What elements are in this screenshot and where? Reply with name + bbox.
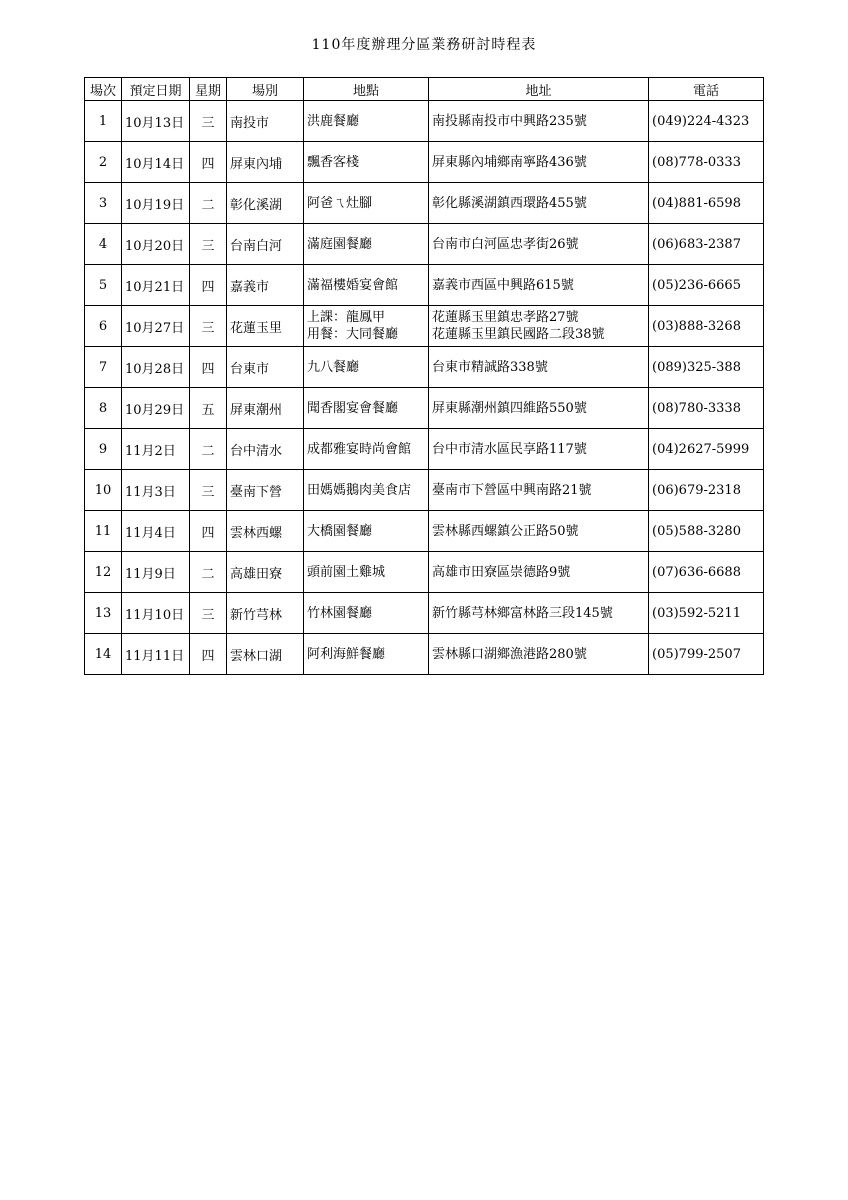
table-row [85, 142, 764, 183]
cell-address-line: 嘉義市西區中興路615號 [432, 277, 574, 293]
cell-weekday: 三 [190, 101, 227, 142]
cell-weekday: 三 [190, 470, 227, 511]
cell-address-line: 雲林縣口湖鄉漁港路280號 [432, 646, 587, 662]
cell-phone: (03)592-5211 [649, 593, 764, 634]
cell-phone: (04)2627-5999 [649, 429, 764, 470]
cell-address-line: 屏東縣潮州鎮四維路550號 [432, 400, 587, 416]
cell-weekday: 五 [190, 388, 227, 429]
cell-venue: 台南白河 [227, 224, 304, 265]
cell-venue: 臺南下營 [227, 470, 304, 511]
header-row [85, 78, 764, 101]
table-row [85, 634, 764, 675]
cell-address [429, 265, 649, 306]
cell-date: 10月28日 [122, 347, 190, 388]
cell-session-number: 4 [85, 224, 122, 265]
table-row [85, 470, 764, 511]
cell-venue: 彰化溪湖 [227, 183, 304, 224]
cell-place [304, 224, 429, 265]
cell-session-number: 2 [85, 142, 122, 183]
cell-date: 11月9日 [122, 552, 190, 593]
cell-weekday: 四 [190, 142, 227, 183]
table-row [85, 347, 764, 388]
cell-phone: (089)325-388 [649, 347, 764, 388]
cell-phone: (05)799-2507 [649, 634, 764, 675]
cell-date: 10月20日 [122, 224, 190, 265]
cell-place-line: 滿庭園餐廳 [307, 236, 373, 252]
header-no: 場次 [85, 78, 122, 101]
cell-venue: 屏東潮州 [227, 388, 304, 429]
cell-address-line: 臺南市下營區中興南路21號 [432, 482, 592, 498]
cell-place [304, 347, 429, 388]
cell-phone: (04)881-6598 [649, 183, 764, 224]
cell-address-line: 台東市精誠路338號 [432, 359, 548, 375]
table-row [85, 224, 764, 265]
cell-address [429, 142, 649, 183]
cell-place [304, 429, 429, 470]
cell-venue: 嘉義市 [227, 265, 304, 306]
header-date: 預定日期 [122, 78, 190, 101]
cell-weekday: 三 [190, 224, 227, 265]
cell-phone: (049)224-4323 [649, 101, 764, 142]
cell-session-number: 5 [85, 265, 122, 306]
cell-place-line: 田媽媽鵝肉美食店 [307, 482, 412, 498]
cell-session-number: 14 [85, 634, 122, 675]
cell-weekday: 三 [190, 593, 227, 634]
cell-address [429, 593, 649, 634]
cell-address-line: 新竹縣芎林鄉富林路三段145號 [432, 605, 613, 621]
cell-venue: 花蓮玉里 [227, 306, 304, 347]
cell-weekday: 四 [190, 347, 227, 388]
cell-place-line: 竹林園餐廳 [307, 605, 373, 621]
table-row [85, 552, 764, 593]
table-row [85, 101, 764, 142]
table-row [85, 306, 764, 347]
cell-address [429, 511, 649, 552]
cell-address [429, 634, 649, 675]
cell-place [304, 265, 429, 306]
cell-phone: (08)778-0333 [649, 142, 764, 183]
cell-date: 10月19日 [122, 183, 190, 224]
cell-place [304, 388, 429, 429]
cell-weekday: 四 [190, 634, 227, 675]
cell-place [304, 101, 429, 142]
cell-venue: 雲林口湖 [227, 634, 304, 675]
cell-phone: (05)588-3280 [649, 511, 764, 552]
cell-session-number: 9 [85, 429, 122, 470]
cell-weekday: 二 [190, 183, 227, 224]
table-row [85, 593, 764, 634]
cell-venue: 高雄田寮 [227, 552, 304, 593]
cell-address [429, 429, 649, 470]
cell-date: 11月2日 [122, 429, 190, 470]
cell-address [429, 552, 649, 593]
cell-place-line: 阿利海鮮餐廳 [307, 646, 386, 662]
cell-phone: (05)236-6665 [649, 265, 764, 306]
cell-phone: (06)683-2387 [649, 224, 764, 265]
table-row [85, 388, 764, 429]
cell-date: 11月3日 [122, 470, 190, 511]
cell-venue: 台東市 [227, 347, 304, 388]
cell-date: 10月27日 [122, 306, 190, 347]
cell-place-line: 聞香閣宴會餐廳 [307, 400, 399, 416]
cell-venue: 新竹芎林 [227, 593, 304, 634]
cell-venue: 南投市 [227, 101, 304, 142]
cell-address [429, 101, 649, 142]
cell-address-line: 彰化縣溪湖鎮西環路455號 [432, 195, 587, 211]
cell-place-line: 阿爸ㄟ灶腳 [307, 195, 373, 211]
cell-weekday: 二 [190, 552, 227, 593]
cell-place [304, 470, 429, 511]
cell-session-number: 11 [85, 511, 122, 552]
cell-phone: (08)780-3338 [649, 388, 764, 429]
header-weekday: 星期 [190, 78, 227, 101]
header-address: 地址 [429, 78, 649, 101]
cell-place [304, 593, 429, 634]
cell-phone: (07)636-6688 [649, 552, 764, 593]
cell-address [429, 388, 649, 429]
cell-session-number: 7 [85, 347, 122, 388]
cell-session-number: 3 [85, 183, 122, 224]
cell-weekday: 四 [190, 511, 227, 552]
schedule-table [84, 77, 764, 675]
cell-address [429, 470, 649, 511]
table-row [85, 429, 764, 470]
cell-place-line: 飄香客棧 [307, 154, 360, 170]
cell-address-line: 屏東縣內埔鄉南寧路436號 [432, 154, 587, 170]
cell-date: 11月4日 [122, 511, 190, 552]
cell-venue: 台中清水 [227, 429, 304, 470]
cell-session-number: 12 [85, 552, 122, 593]
table-row [85, 511, 764, 552]
cell-venue: 雲林西螺 [227, 511, 304, 552]
cell-session-number: 6 [85, 306, 122, 347]
cell-place-line: 洪鹿餐廳 [307, 113, 360, 129]
cell-session-number: 10 [85, 470, 122, 511]
cell-date: 10月14日 [122, 142, 190, 183]
cell-place [304, 183, 429, 224]
cell-address-line: 高雄市田寮區崇德路9號 [432, 564, 571, 580]
cell-address [429, 183, 649, 224]
cell-session-number: 8 [85, 388, 122, 429]
header-venue: 場別 [227, 78, 304, 101]
table-row [85, 265, 764, 306]
cell-session-number: 13 [85, 593, 122, 634]
cell-date: 11月10日 [122, 593, 190, 634]
cell-address [429, 347, 649, 388]
page-title: 110年度辦理分區業務研討時程表 [311, 37, 537, 53]
cell-address [429, 306, 649, 347]
cell-weekday: 二 [190, 429, 227, 470]
cell-venue: 屏東內埔 [227, 142, 304, 183]
cell-weekday: 四 [190, 265, 227, 306]
header-place: 地點 [304, 78, 429, 101]
cell-weekday: 三 [190, 306, 227, 347]
cell-address-line: 南投縣南投市中興路235號 [432, 113, 587, 129]
cell-date: 10月13日 [122, 101, 190, 142]
cell-date: 11月11日 [122, 634, 190, 675]
cell-address-line: 雲林縣西螺鎮公正路50號 [432, 523, 579, 539]
cell-place-line: 上課：龍鳳甲 [307, 310, 386, 325]
cell-place [304, 511, 429, 552]
cell-phone: (03)888-3268 [649, 306, 764, 347]
cell-address-line: 台中市清水區民享路117號 [432, 441, 587, 457]
cell-date: 10月29日 [122, 388, 190, 429]
cell-place-line: 大橋園餐廳 [307, 523, 373, 539]
cell-date: 10月21日 [122, 265, 190, 306]
cell-place-line: 滿福樓婚宴會館 [307, 277, 399, 293]
schedule-body [85, 101, 764, 675]
cell-place [304, 552, 429, 593]
cell-place-line: 用餐：大同餐廳 [307, 327, 399, 342]
cell-place-line: 頭前園土雞城 [307, 564, 386, 580]
cell-place-line: 九八餐廳 [307, 359, 360, 375]
cell-place [304, 306, 429, 347]
cell-address-line: 花蓮縣玉里鎮忠孝路27號 [432, 310, 579, 325]
cell-place [304, 142, 429, 183]
cell-address-line: 花蓮縣玉里鎮民國路二段38號 [432, 327, 605, 342]
cell-address [429, 224, 649, 265]
cell-phone: (06)679-2318 [649, 470, 764, 511]
table-row [85, 183, 764, 224]
cell-address-line: 台南市白河區忠孝街26號 [432, 236, 579, 252]
cell-place-line: 成都雅宴時尚會館 [307, 441, 412, 457]
cell-place [304, 634, 429, 675]
cell-session-number: 1 [85, 101, 122, 142]
header-phone: 電話 [649, 78, 764, 101]
